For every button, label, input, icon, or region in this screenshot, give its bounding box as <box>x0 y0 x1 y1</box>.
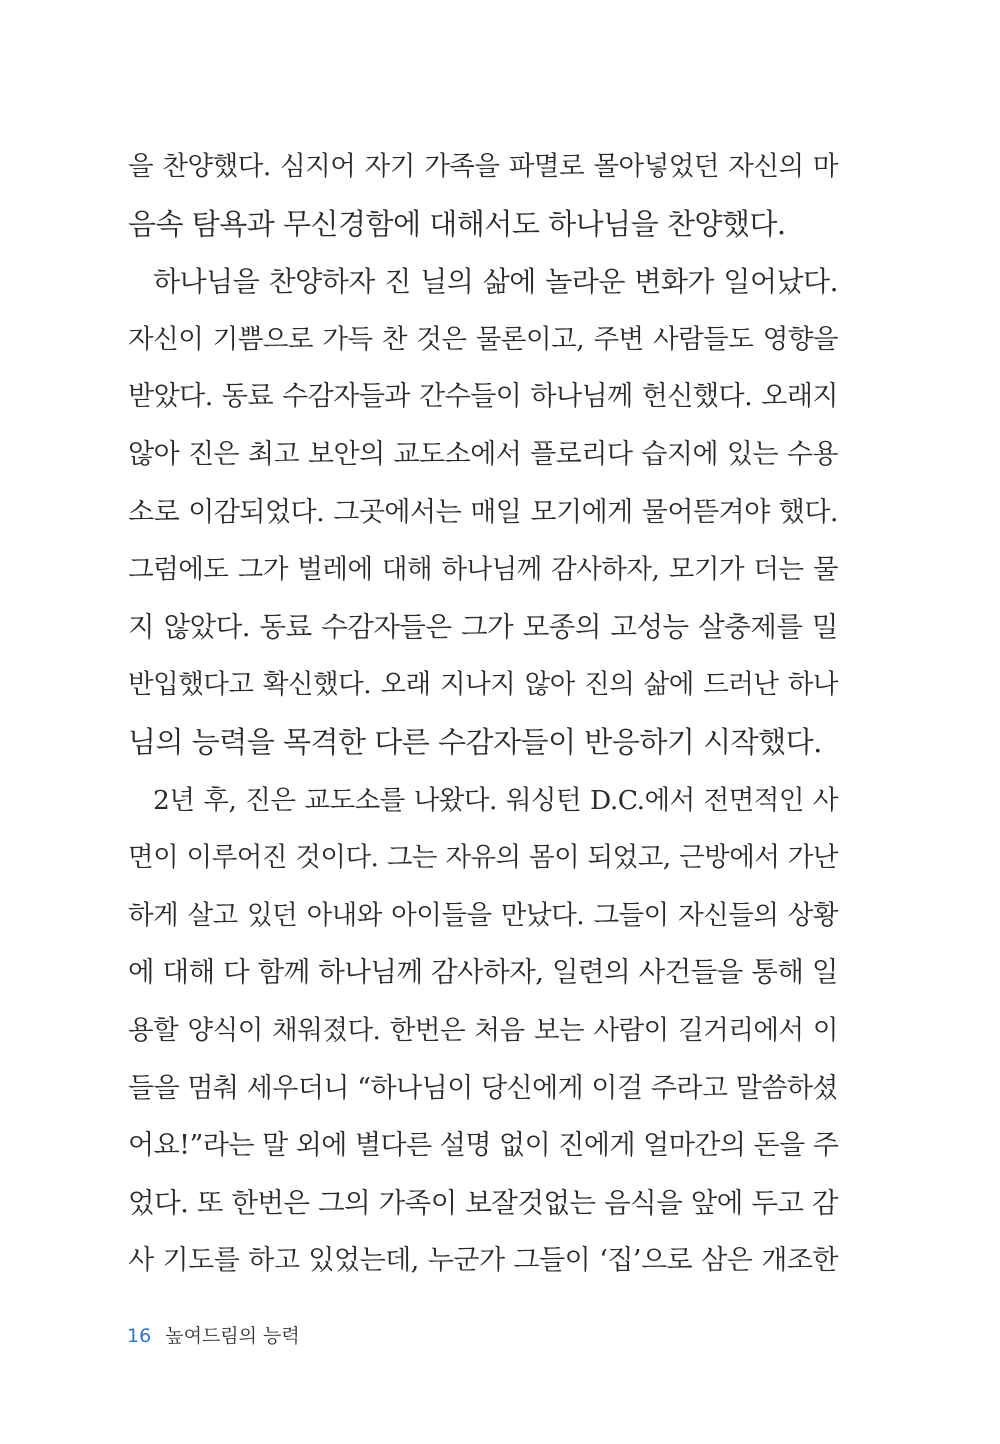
text-line: 받았다. 동료 수감자들과 간수들이 하나님께 헌신했다. 오래지 <box>128 381 838 413</box>
text-line: 면이 이루어진 것이다. 그는 자유의 몸이 되었고, 근방에서 가난 <box>128 842 838 874</box>
page-number: 16 <box>127 1325 152 1347</box>
text-line: 자신이 기쁨으로 가득 찬 것은 물론이고, 주변 사람들도 영향을 <box>128 323 838 355</box>
body-text <box>128 138 838 1290</box>
text-line: 음속 탐욕과 무신경함에 대해서도 하나님을 찬양했다. <box>128 206 786 241</box>
text-line: 사 기도를 하고 있었는데, 누군가 그들이 ‘집’으로 삼은 개조한 <box>128 1245 838 1277</box>
text-line: 지 않았다. 동료 수감자들은 그가 모종의 고성능 살충제를 밀 <box>128 610 838 643</box>
book-title: 높여드림의 능력 <box>165 1325 300 1347</box>
text-line: 용할 양식이 채워졌다. 한번은 처음 보는 사람이 길거리에서 이 <box>128 1014 838 1046</box>
text-line: 에 대해 다 함께 하나님께 감사하자, 일련의 사건들을 통해 일 <box>128 956 838 989</box>
text-line: 었다. 또 한번은 그의 가족이 보잘것없는 음식을 앞에 두고 감 <box>128 1186 838 1219</box>
text-line: 어요!”라는 말 외에 별다른 설명 없이 진에게 얼마간의 돈을 주 <box>128 1130 839 1162</box>
text-line: 하게 살고 있던 아내와 아이들을 만났다. 그들이 자신들의 상황 <box>128 899 838 931</box>
text-line: 2년 후, 진은 교도소를 나왔다. 워싱턴 D.C.에서 전면적인 사 <box>153 784 838 816</box>
text-line: 들을 멈춰 세우더니 “하나님이 당신에게 이걸 주라고 말씀하셨 <box>128 1072 838 1104</box>
text-line: 님의 능력을 목격한 다른 수감자들이 반응하기 시작했다. <box>128 724 822 759</box>
text-line: 하나님을 찬양하자 진 닐의 삶에 놀라운 변화가 일어났다. <box>153 265 838 299</box>
text-line: 을 찬양했다. 심지어 자기 가족을 파멸로 몰아넣었던 자신의 마 <box>128 151 838 182</box>
text-line: 반입했다고 확신했다. 오래 지나지 않아 진의 삶에 드러난 하나 <box>128 669 838 701</box>
text-line: 소로 이감되었다. 그곳에서는 매일 모기에게 물어뜯겨야 했다. <box>128 496 838 528</box>
text-line: 그럼에도 그가 벌레에 대해 하나님께 감사하자, 모기가 더는 물 <box>128 554 838 586</box>
text-line: 않아 진은 최고 보안의 교도소에서 플로리다 습지에 있는 수용 <box>128 438 838 470</box>
page-footer <box>127 1324 300 1348</box>
